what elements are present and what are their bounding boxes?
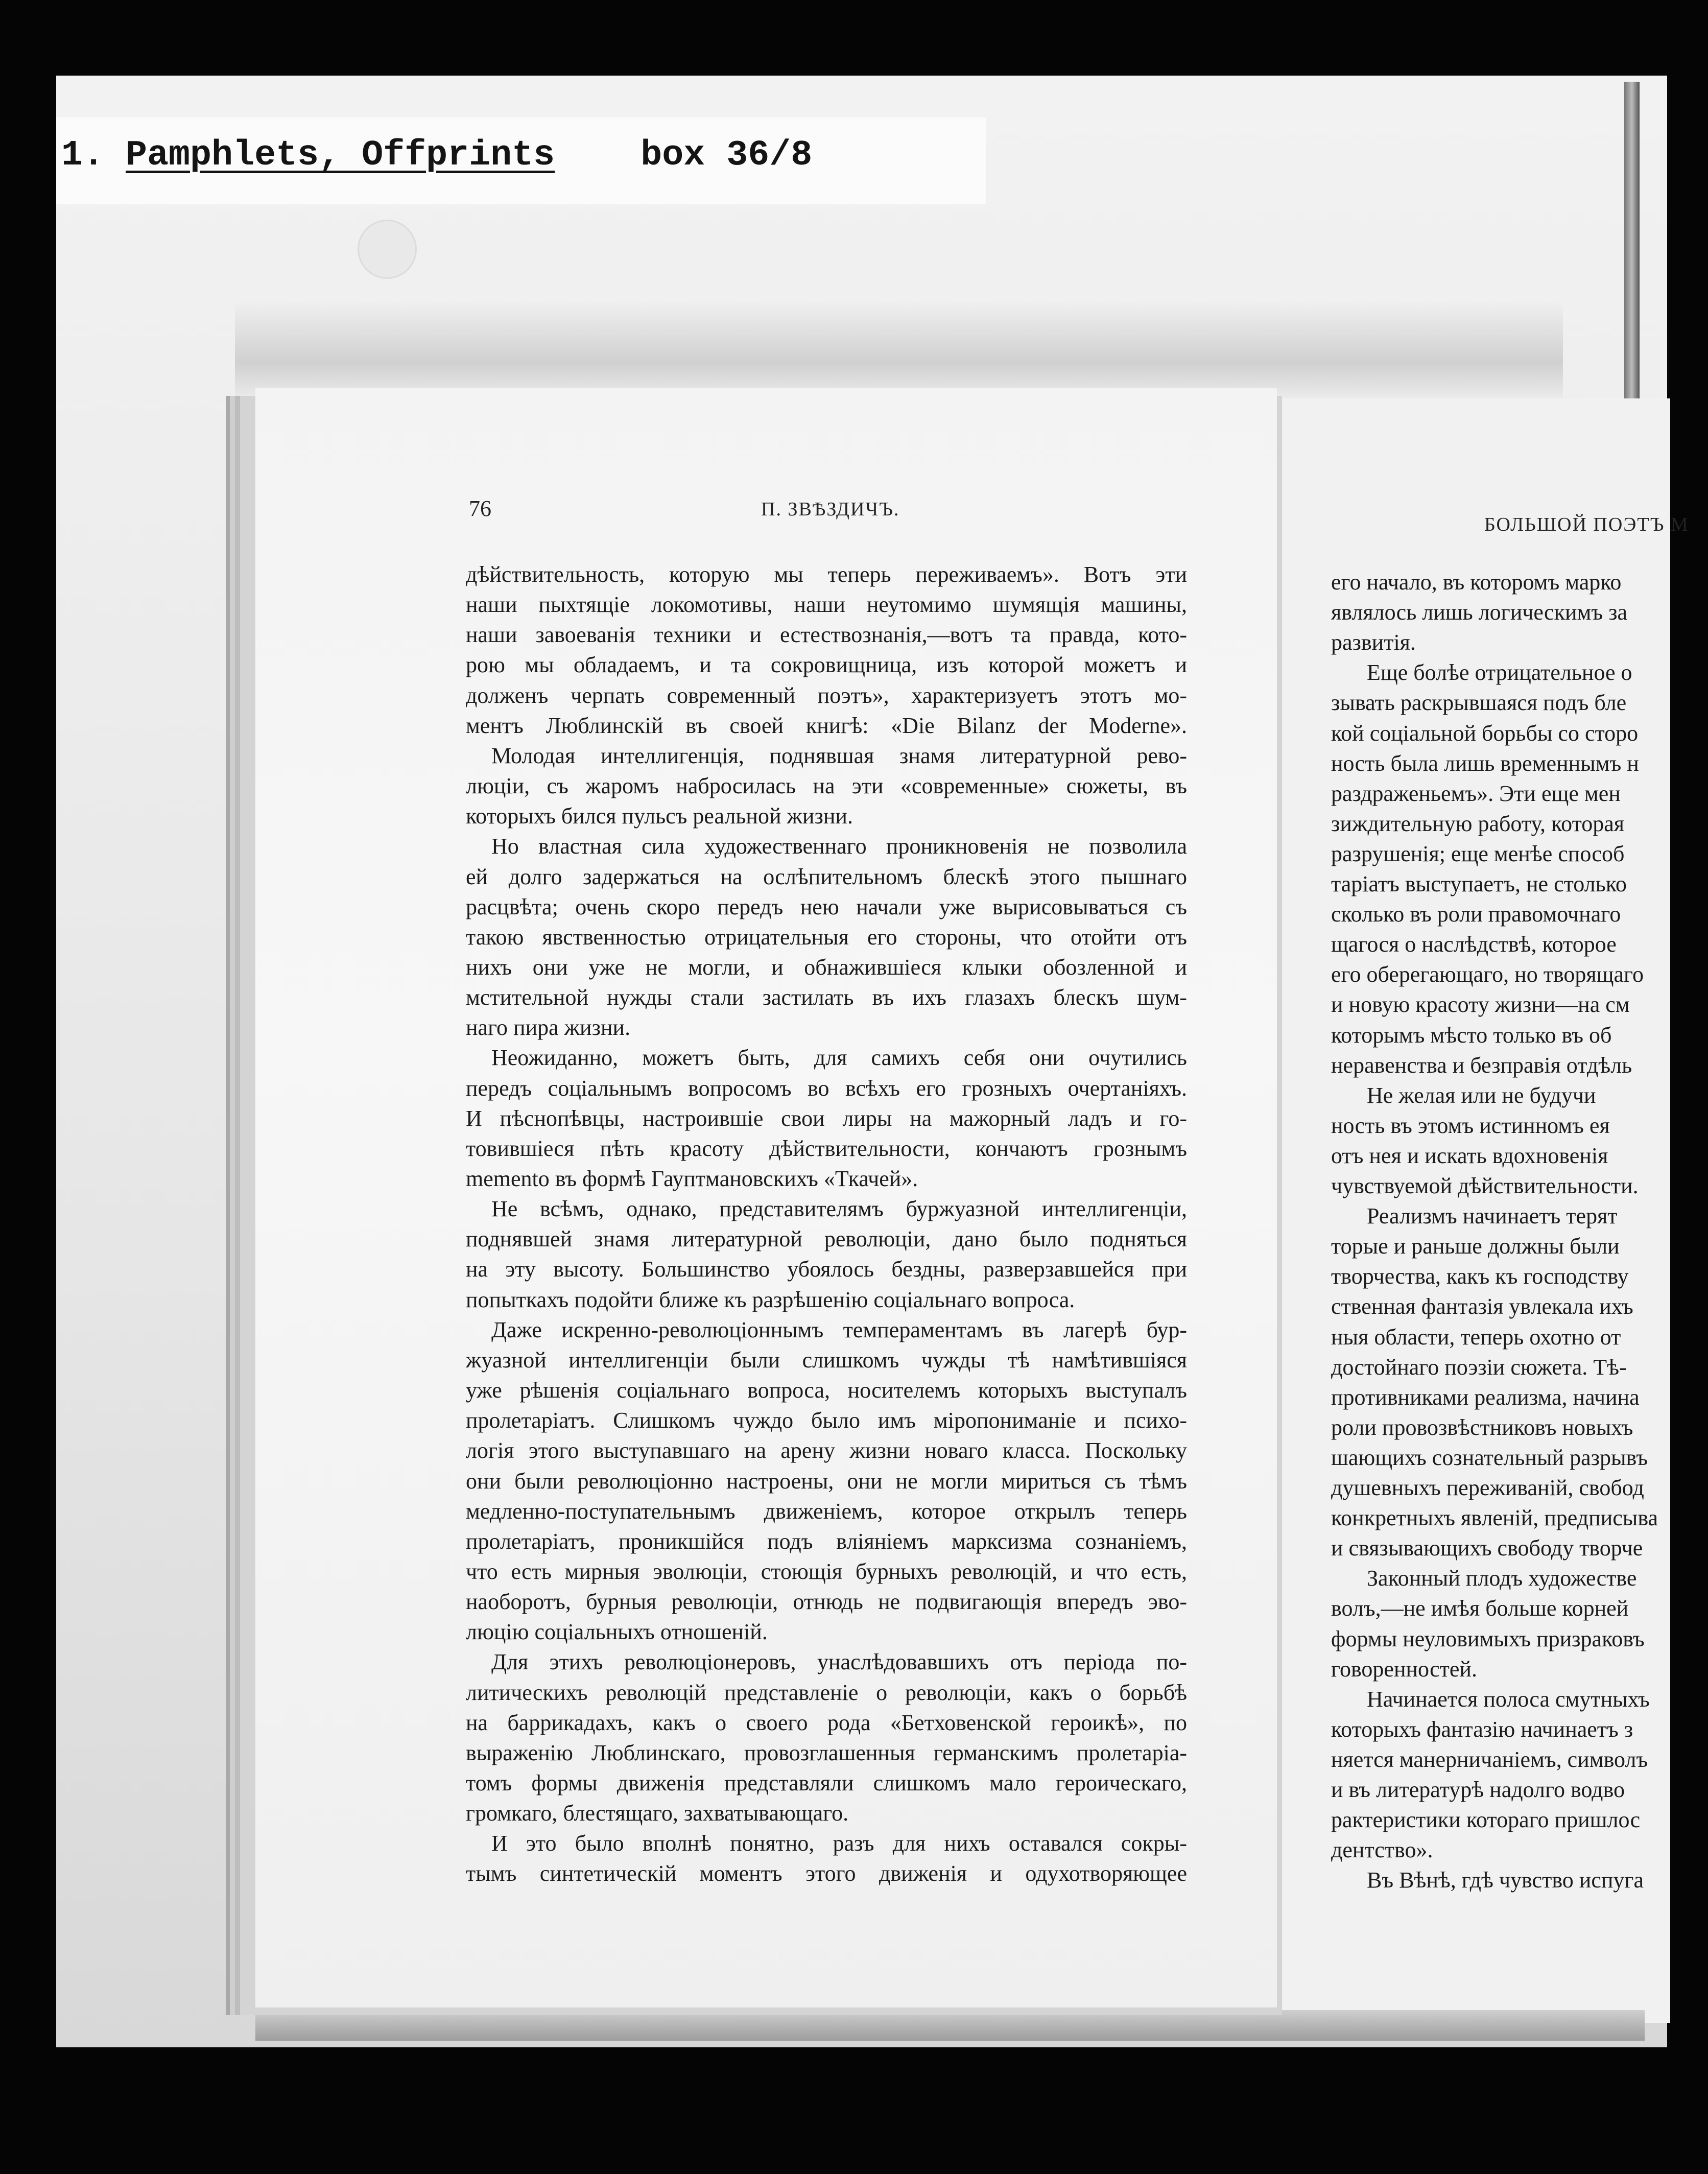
- right-text-line: таріатъ выступаетъ, не столько: [1331, 871, 1627, 896]
- text-line: наоборотъ, бурныя революціи, отнюдь не подвигающія впередъ эво-: [466, 1589, 1187, 1615]
- right-text-line: его оберегающаго, но творящаго: [1331, 962, 1644, 987]
- right-text-line: роли провозвѣстниковъ новыхъ: [1331, 1414, 1633, 1440]
- text-line: наши пыхтящіе локомотивы, наши неутомимо шумящія машины,: [466, 592, 1187, 618]
- right-text-line: раздраженьемъ». Эти еще мен: [1331, 781, 1621, 806]
- text-line: рою мы обладаемъ, и та сокровищница, изъ которой можетъ и: [466, 652, 1187, 678]
- text-line: уже рѣшенія соціальнаго вопроса, носителемъ которыхъ выступалъ: [466, 1378, 1187, 1403]
- text-line: громкаго, блестящаго, захватывающаго.: [466, 1801, 849, 1826]
- text-line: дѣйствительность, которую мы теперь переживаемъ». Вотъ эти: [466, 562, 1187, 587]
- right-text-line: отъ нея и искать вдохновенія: [1331, 1143, 1608, 1168]
- right-text-line: дентство».: [1331, 1837, 1433, 1863]
- right-running-head: БОЛЬШОЙ ПОЭТЪ М: [1484, 514, 1689, 535]
- text-line: люціи, съ жаромъ набросилась на эти «современные» сюжеты, въ: [466, 773, 1187, 799]
- right-text-line: и въ литературѣ надолго водво: [1331, 1777, 1625, 1802]
- text-line: на баррикадахъ, какъ о своего рода «Бетховенской героикѣ», по: [466, 1710, 1187, 1735]
- right-text-line: его начало, въ которомъ марко: [1331, 570, 1622, 595]
- right-text-line: ность была лишь временнымъ н: [1331, 750, 1639, 776]
- text-line: томъ формы движенія представляли слишкомъ мало героическаго,: [466, 1770, 1187, 1795]
- right-text-line: волъ,—не имѣя больше корней: [1331, 1596, 1629, 1621]
- right-text-line: зиждительную работу, которая: [1331, 811, 1625, 836]
- right-text-line: торые и раньше должны были: [1331, 1234, 1620, 1259]
- text-line: тымъ синтетическій моментъ этого движенія и одухотворяющее: [466, 1861, 1187, 1886]
- text-line: пролетаріатъ. Слишкомъ чуждо было имъ міропониманіе и психо-: [466, 1408, 1187, 1433]
- text-line: они были революціонно настроены, они не могли мириться съ тѣмъ: [466, 1468, 1187, 1494]
- text-line: медленно-поступательнымъ движеніемъ, которое открылъ теперь: [466, 1498, 1187, 1524]
- text-line: Даже искренно-революціоннымъ темпераментамъ въ лагерѣ бур-: [491, 1317, 1187, 1342]
- label-box: box 36/8: [640, 135, 813, 176]
- text-line: долженъ черпать современный поэтъ», характеризуетъ этотъ мо-: [466, 682, 1187, 708]
- right-text-line: Реализмъ начинаетъ терят: [1367, 1203, 1618, 1229]
- stamp-mark: [358, 220, 417, 279]
- right-text-line: Законный плодъ художестве: [1367, 1566, 1637, 1591]
- right-text-line: сколько въ роли правомочнаго: [1331, 902, 1621, 927]
- text-line: на эту высоту. Большинство убоялось бездны, разверзавшейся при: [466, 1257, 1187, 1282]
- text-line: memento въ формѣ Гауптмановскихъ «Ткачей».: [466, 1166, 918, 1191]
- text-line: ей долго задержаться на ослѣпительномъ блескѣ этого пышнаго: [466, 864, 1187, 889]
- text-line: передъ соціальнымъ вопросомъ во всѣхъ его грозныхъ очертаніяхъ.: [466, 1075, 1187, 1101]
- right-text-line: формы неуловимыхъ призраковъ: [1331, 1626, 1645, 1651]
- text-line: мстительной нужды стали застилать въ ихъ глазахъ блескъ шум-: [466, 985, 1187, 1010]
- right-text-line: творчества, какъ къ господству: [1331, 1264, 1629, 1289]
- right-text-line: няется манерничаніемъ, символъ: [1331, 1746, 1648, 1772]
- right-text-line: конкретныхъ явленій, предписыва: [1331, 1505, 1658, 1531]
- right-text-line: неравенства и безправія отдѣль: [1331, 1052, 1632, 1078]
- text-line: выраженію Люблинскаго, провозглашенныя германскимъ пролетаріа-: [466, 1740, 1187, 1765]
- label-title: Pamphlets, Offprints: [126, 135, 555, 176]
- right-text-line: которымъ мѣсто только въ об: [1331, 1022, 1612, 1048]
- right-text-line: ственная фантазія увлекала ихъ: [1331, 1294, 1633, 1319]
- right-text-line: зывать раскрывшаяся подъ бле: [1331, 690, 1627, 716]
- label-number: 1.: [61, 135, 105, 176]
- right-text-line: чувствуемой дѣйствительности.: [1331, 1173, 1639, 1198]
- text-line: такою явственностью отрицательныя его стороны, что отойти отъ: [466, 924, 1187, 950]
- text-line: Неожиданно, можетъ быть, для самихъ себя они очутились: [491, 1045, 1187, 1071]
- text-line: И пѣснопѣвцы, настроившіе свои лиры на мажорный ладъ и го-: [466, 1105, 1187, 1131]
- right-text-line: развитія.: [1331, 630, 1416, 655]
- right-text-line: шающихъ сознательный разрывъ: [1331, 1445, 1648, 1470]
- right-text-line: достойнаго поэзіи сюжета. Тѣ-: [1331, 1354, 1627, 1380]
- text-line: И это было вполнѣ понятно, разъ для нихъ оставался сокры-: [491, 1831, 1187, 1856]
- text-line: которыхъ бился пульсъ реальной жизни.: [466, 804, 853, 829]
- right-text-line: щагося о наслѣдствѣ, которое: [1331, 932, 1617, 957]
- text-line: нихъ они уже не могли, и обнажившіеся клыки обозленной и: [466, 954, 1187, 980]
- right-text-line: душевныхъ переживаній, свобод: [1331, 1475, 1644, 1500]
- text-line: ментъ Люблинскій въ своей книгѣ: «Die Bilanz der Moderne».: [466, 713, 1187, 738]
- right-text-line: Не желая или не будучи: [1367, 1082, 1596, 1108]
- right-text-line: и связывающихъ свободу творче: [1331, 1535, 1643, 1561]
- text-line: Для этихъ революціонеровъ, унаслѣдовавшихъ отъ періода по-: [491, 1649, 1187, 1675]
- right-text-line: Еще болѣе отрицательное о: [1367, 660, 1632, 686]
- right-text-line: противниками реализма, начина: [1331, 1384, 1640, 1410]
- right-text-line: и новую красоту жизни—на см: [1331, 992, 1630, 1018]
- text-line: что есть мирныя эволюціи, стоющія бурныхъ революцій, и что есть,: [466, 1558, 1187, 1584]
- running-head: П. ЗВѢЗДИЧЪ.: [761, 499, 900, 520]
- text-line: попыткахъ подойти ближе къ разрѣшенію соціальнаго вопроса.: [466, 1287, 1075, 1312]
- right-text-line: являлось лишь логическимъ за: [1331, 600, 1627, 625]
- text-line: товившіеся пѣть красоту дѣйствительности, кончаютъ грознымъ: [466, 1136, 1187, 1161]
- text-line: Молодая интеллигенція, поднявшая знамя литературной рево-: [491, 743, 1187, 768]
- right-text-line: ность въ этомъ истинномъ ея: [1331, 1113, 1610, 1138]
- right-text-line: говоренностей.: [1331, 1656, 1477, 1682]
- text-line: люцію соціальныхъ отношеній.: [466, 1619, 768, 1645]
- text-line: Не всѣмъ, однако, представителямъ буржуазной интеллигенціи,: [491, 1196, 1187, 1222]
- right-text-line: Начинается полоса смутныхъ: [1367, 1686, 1650, 1712]
- right-text-line: ныя области, теперь охотно от: [1331, 1324, 1621, 1350]
- right-text-line: которыхъ фантазію начинаетъ з: [1331, 1716, 1633, 1742]
- right-text-line: Въ Вѣнѣ, гдѣ чувство испуга: [1367, 1868, 1644, 1893]
- text-line: пролетаріатъ, проникшійся подъ вліяніемъ марксизма сознаніемъ,: [466, 1528, 1187, 1554]
- text-line: логія этого выступавшаго на арену жизни новаго класса. Поскольку: [466, 1438, 1187, 1463]
- right-text-line: рактеристики котораго пришлос: [1331, 1807, 1641, 1833]
- right-text-line: кой соціальной борьбы со сторо: [1331, 720, 1639, 746]
- text-line: наго пира жизни.: [466, 1015, 631, 1041]
- text-line: жуазной интеллигенціи были слишкомъ чужды тѣ намѣтившіяся: [466, 1347, 1187, 1373]
- text-line: наши завоеванія техники и естествознанія,—вотъ та правда, кото-: [466, 622, 1187, 648]
- text-line: литическихъ революцій представленіе о революціи, какъ о борьбѣ: [466, 1680, 1187, 1705]
- text-line: поднявшей знамя литературной революціи, дано было подняться: [466, 1226, 1187, 1252]
- text-line: расцвѣта; очень скоро передъ нею начали уже вырисовываться съ: [466, 894, 1187, 919]
- archive-label: [61, 130, 812, 181]
- text-line: Но властная сила художественнаго проникновенія не позволила: [491, 834, 1187, 859]
- page-number: 76: [469, 496, 491, 521]
- right-text-line: разрушенія; еще менѣе способ: [1331, 841, 1625, 866]
